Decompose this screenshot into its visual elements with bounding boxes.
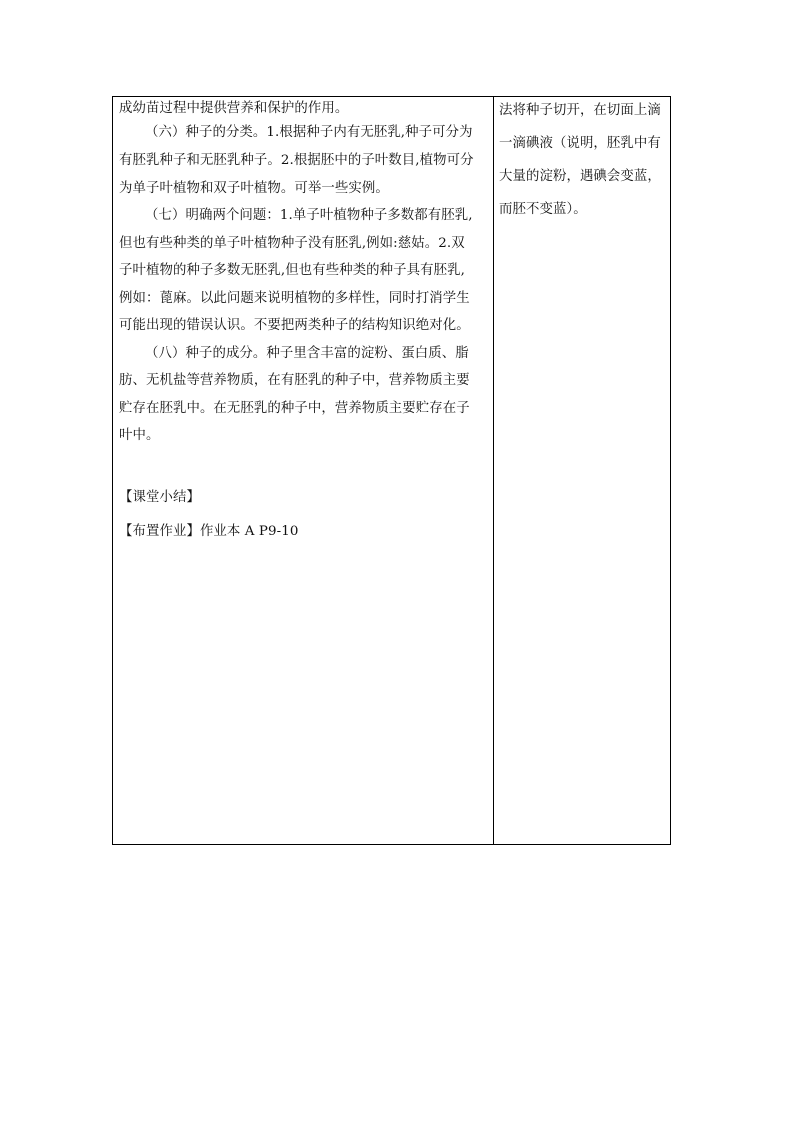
paragraph-line: （六）种子的分类。1.根据种子内有无胚乳,种子可分为 (145, 125, 473, 140)
column-divider (493, 97, 494, 844)
paragraph-line: 叶中。 (119, 428, 160, 443)
paragraph-line: 例如：蓖麻。以此问题来说明植物的多样性，同时打消学生 (119, 291, 470, 306)
paragraph-line: 但也有些种类的单子叶植物种子没有胚乳,例如:慈姑。2.双 (119, 236, 465, 251)
left-cell (119, 97, 491, 844)
paragraph-line: 大量的淀粉，遇碘会变蓝， (499, 169, 661, 184)
paragraph-line: 为单子叶植物和双子叶植物。可举一些实例。 (119, 181, 389, 196)
paragraph-line: 可能出现的错误认识。不要把两类种子的结构知识绝对化。 (119, 318, 470, 333)
paragraph-line: 肪、无机盐等营养物质，在有胚乳的种子中，营养物质主要 (119, 373, 470, 388)
paragraph-line: 成幼苗过程中提供营养和保护的作用。 (119, 101, 349, 116)
paragraph-line: 一滴碘液（说明，胚乳中有 (499, 136, 661, 151)
section-heading-homework: 【布置作业】作业本 A P9-10 (119, 524, 299, 539)
paragraph-line: 贮存在胚乳中。在无胚乳的种子中，营养物质主要贮存在子 (119, 401, 470, 416)
right-cell (499, 97, 669, 844)
section-heading-summary: 【课堂小结】 (119, 490, 200, 505)
paragraph-line: （八）种子的成分。种子里含丰富的淀粉、蛋白质、脂 (145, 346, 469, 361)
paragraph-line: 而胚不变蓝）。 (499, 202, 587, 217)
paragraph-line: （七）明确两个问题：1.单子叶植物种子多数都有胚乳, (145, 208, 473, 223)
document-table (112, 96, 671, 845)
paragraph-line: 法将种子切开，在切面上滴 (499, 103, 661, 118)
paragraph-line: 有胚乳种子和无胚乳种子。2.根据胚中的子叶数目,植物可分 (119, 153, 474, 168)
paragraph-line: 子叶植物的种子多数无胚乳,但也有些种类的种子具有胚乳, (119, 263, 465, 278)
